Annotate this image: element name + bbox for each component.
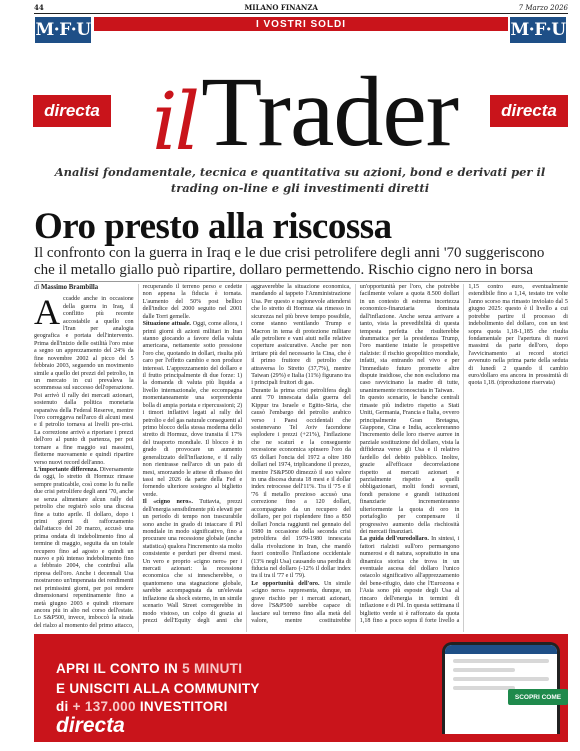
phone-line <box>453 686 515 690</box>
paragraph-text: Il «cigno nero». Tuttavia, prezzi dell'energia sensibilmente più elevati per un periodo di tempo non trascurabile sono anche in grado di intaccare il Pil mondiale in modo significativo, fino a procurare una recessione globale (anche statistica) qualora l'incremento sia molto consistente e perduri per diversi mesi. Un vero e proprio «cigno nero» per i mercati azionari: la recessione economica che si innescherebbe, o quantomeno una stagnazione globale, sarebbe accompagnata da un'elevata inflazione da shock esterno, in un simile scenario Wall Street corregerebbe in modo vistoso, un colpo di grazia ai prezzi dell'Equity degli anni che aggraverebbe la situazione economica, mandando al tappeto l'Amministrazione Usa. Per questo e ragionevole attendersi che lo stretto di Hormuz sia rimesso in sicurezza nel più breve tempo possibile, come stanno ventilando Trump e Macron in tema di protezione militare alle petroliere e vani aiuti nelle relative coperture assicurative. Anche per non irritare più del necessario la Cina, che è il primo fruitore di petrolio che attraversa lo Stretto (37,7%), mentre Taiwan (29%) e Italia (11%) figurano tra i principali fruitori di gas. <box>142 284 351 624</box>
section-lead: Il «cigno nero». <box>142 499 193 506</box>
mfu-logo-left: M·F·U <box>35 17 91 43</box>
il-trader-masthead <box>115 34 495 168</box>
article-paragraph <box>143 321 243 499</box>
ad-directa-logo: directa <box>56 714 125 737</box>
paragraph-text: L'importante differenza. Diversamente da oggi, lo stretto di Hormuz rimase sempre praticabile, così come lo fu nelle due crisi petrolifere degli anni '70, anche se senza alimentare alcun rally del petrolio che registrò solo una discesa fine a tutto aprile. Il dollaro, dopo i primi giorni di rafforzamento dall'attacco del 20 marzo, accusò una prima ondata di indebolimento fino al termine di maggio, seguita da un totale recupero fino ad agosto e quindi un nuovo e più intenso indebolimento fino a febbraio 2004, che contribuì alla ripresa dell'oro. Anche i decennali Usa mostrarono un'impennata dei rendimenti nei primissimi giorni, per poi rendere dimensionarsi repentinamente fino a metà giugno 2003 e quindi ritornare ancora più in alto nel corso dell'estate. Lo S&P500, invece, imboccò la strada del rialzo al momento del primo attacco, recuperando il terreno perso e cedette non appena la fiducia è tornata. L'aumento del 50% post bellico dell'indice del 2000 seguito nel 2001 dalle Torri gemelle. <box>34 284 243 629</box>
ad-line-1-text: APRI IL CONTO IN <box>56 661 183 676</box>
directa-logo-right: directa <box>490 95 568 127</box>
byline-author: Massimo Brambilla <box>41 284 99 291</box>
paragraph-text: In questo scenario, le banche centrali rimaste più indietro rispetto a Stati Uniti, Germania, Francia e Italia, ovvero principalmente Gran Bretagna, Giappone, Cina e India, accelereranno l'incremento delle loro riserve aurree in parziale sostituzione del dollaro, vista la diffidenza verso gli Usa e il relativo fardello del debito pubblico. Inoltre, grazie all'efficace decorrelazione rispetto ai mercati azionari e parzialmente rispetto a quelli obbligazionari, molti fondi sovrani, fondi pensione e grandi istituzioni finanziarie incrementeranno ulteriormente la quota di oro in portafoglio per compensare il progressivo aumento della rischiosità dei mercati finanziari. <box>359 395 460 535</box>
section-lead: Situazione attuale. <box>142 321 191 328</box>
masthead-trader: Trader <box>201 56 459 167</box>
ad-line-3-prefix: di <box>56 699 73 714</box>
publication-name: MILANO FINANZA <box>244 3 318 12</box>
scopri-come-button[interactable]: SCOPRI COME <box>508 689 568 705</box>
section-lead: L'importante differenza. <box>34 466 99 473</box>
directa-logo-left: directa <box>33 95 111 127</box>
paragraph-text: La guida dell'eurodollaro. In sintesi, i fattori rialzisti sull'oro permangono numerosi e di natura, soprattutto in una dinamica storica che trova in un eventuale ascesa del dollaro l'unico ostacolo significativo all'apprezzamento del bene-rifugio, dato che l'Eurozona e l'Asia sono più esposte degli Usa al rincaro dell'energia in termini di inflazione e di Pil. In questa settimana il biglietto verde si è rafforzato da quota 1,18 fino a poco sopra il forte livello a 1,15 contro euro, eventualmente estendibile fino a 1,14, testato tre volte l'anno scorso ma rimasto inviolato dal 5 giugno 2025: questo è il livello a cui potrebbe partire il processo di indebolimento del dollaro, con un test sopra quota 1,18-1,185 che risulta fondamentale per l'apertura di nuovi massimi da parte dell'oro, dopo l'avvicinamento ai record storici avvenuto nella prima parte della seduta di lunedì 2 quando il cambio euro/dollaro era ancora in prossimità di quota 1,18. (riproduzione riservata) <box>359 284 568 624</box>
ad-highlight-minutes: 5 MINUTI <box>182 661 243 676</box>
paragraph-text: Le opportunità dell'oro. Un simile «cigno nero» rappresenta, dunque, un grave rischio per i mercati azionari, dove l'S&P500 sarebbe capace di lasciare sul terreno fino alla metà del valore, mentre costituirebbe un'opportunità per l'oro, che potrebbe facilmente volare a quota 8.500 dollari in un contesto di estrema incertezza economico-finanziaria dominata dall'inflazione. Anche senza arrivare a tanto, vista la prevedibilità di questa tempesta perfetta che risulterebbe drammatica per la presidenza Trump, l'oro mantiene intatte le prospettive rialziste: il rischio geopolitico mondiale, infatti, sta entrando nel vivo e per l'immediato futuro promette altre dispute insidiose, che non escludono ma caso ravvicinano la madre di tutte, unanimemente riconosciuta in Taiwan. <box>251 284 460 624</box>
directa-advertisement[interactable] <box>34 634 568 742</box>
ad-line-2: E UNISCITI ALLA COMMUNITY <box>56 681 260 696</box>
ad-line-3 <box>56 699 228 714</box>
section-lead: Le opportunità dell'oro. <box>251 580 320 587</box>
ad-line-1 <box>56 661 242 676</box>
byline-prefix: di <box>34 284 40 291</box>
mfu-logo-right: M·F·U <box>510 17 566 43</box>
page-number: 44 <box>34 3 44 12</box>
section-lead: La guida dell'eurodollaro. <box>359 536 429 543</box>
paragraph-text: ccadde anche in occasione della guerra in Iraq, il conflitto più recente accostabile a quello con l'Iran per analogia geografica e portata dell'intervento. Prima dell'inizio delle ostilità l'oro mise a segno un apprezzamento del 24% da fine novembre 2002 al picco del 5 febbraio 2003, seguendo un movimento simile a quello dei prezzi del petrolio, in un mercato in cui prevaleva la scommessa sul successo dell'operazione. Poi arrivò il rally dei mercati azionari, sostenuto dalla politica monetaria espansiva della Federal Reserve, mentre l'oro correggeva nell'arco di alcuni mesi e il petrolio tornava ai livelli pre-crisi. La correzione arrivò a riportare i prezzi dell'oro al punto di partenza, per poi tornare a fine maggio sui massimi, fletterne nuovamente e quindi ripartire verso nuovi record dell'anno. <box>34 296 134 466</box>
ad-line-3-suffix: INVESTITORI <box>135 699 228 714</box>
phone-app-bar <box>445 645 557 654</box>
section-band: I VOSTRI SOLDI <box>94 17 508 31</box>
masthead-il: il <box>151 75 198 168</box>
article-paragraph <box>34 292 134 467</box>
phone-line <box>453 677 549 681</box>
phone-line <box>453 659 549 663</box>
phone-line <box>453 668 515 672</box>
paragraph-text: Situazione attuale. Oggi, come allora, i primi giorni di azioni militari in Iran stanno giocando a favore della valuta americana, nettamente sotto pressione l'oro che, quotando in dollari, risulta più caro per l'effetto cambio e non produce interessi. L'apprezzamento del dollaro e il frutto principalmente di due forze: 1) la domanda di valuta più liquida a livello internazionale, che eccompagna momentaneamente una sorprendente bolla di ampia portata e ripercussioni; 2) i timori inflattivi legati al rally del petrolio e del gas naturale conseguenti al primo blocco della stessa moderna dello stretto di Hormuz, dove transita il 17% del trasporto mondiale. Il blocco è in grado di provocare un aumento generalizzato dell'inflazione, e il rally non rientrasse nell'arco di un paio di mesi, smorzando le attese di ribasso dei tassi nel 2026 da parte della Fed e fornendo ulteriore sostegno al biglietto verde. <box>142 321 243 498</box>
article-paragraph <box>360 395 460 536</box>
article-subheadline: Il confronto con la guerra in Iraq e le due crisi petrolifere degli anni '70 suggeriscono che il metallo giallo può ripartire, dollaro permettendo. Rischio cigno nero in borsa <box>34 245 545 279</box>
paragraph-text: Durante la prima crisi petrolifera degli anni '70 innescata dalla guerra del Kippur tra Israele e Egitto-Siria, che causò l'embargo del petrolio arabico verso i Paesi occidentali che sostenevano Tel Aviv facendone esplodere i prezzi (+21%), l'inflazione che ne scaturì e la conseguente recessione economica spinsero l'oro da 65 dollari l'oncia del 1972 a oltre 180 dollari nel 1974, triplicandone il prezzo, mentre l'S&P500 dimezzò il suo valore in una discesa durata 18 mesi e il dollar index retrocesse dell'11%. Tra il '75 e il '76 il metallo prezioso accusò una correzione fino a 120 dollari, accompagnato da un recupero del dollaro, per poi risplendere fino a 850 dollari l'oncia raggiunti nel gennaio del 1980 in occasione della seconda crisi petrolifera del 1979-1980 innescata dalla rivoluzione in Iran, che mandò fuori controllo l'inflazione occidentale (13% negli Usa) causando una perdita di fiducia nel dollaro (-12% il dollar index tra il tra il '77 e il '79). <box>251 387 351 580</box>
article-headline: Oro presto alla riscossa <box>34 206 392 247</box>
article-body <box>34 284 568 632</box>
drop-cap: A <box>34 292 60 333</box>
byline <box>34 284 134 292</box>
headline-divider <box>34 281 568 282</box>
page-header <box>34 2 568 14</box>
issue-date: 7 Marzo 2026 <box>518 3 568 12</box>
section-tagline: Analisi fondamentale, tecnica e quantitativa su azioni, bond e derivati per il trading on-line e gli investimenti diretti <box>54 165 546 195</box>
article-paragraph <box>251 388 351 581</box>
ad-highlight-investors: + 137.000 <box>72 699 136 714</box>
phone-mockup-image <box>442 642 560 734</box>
